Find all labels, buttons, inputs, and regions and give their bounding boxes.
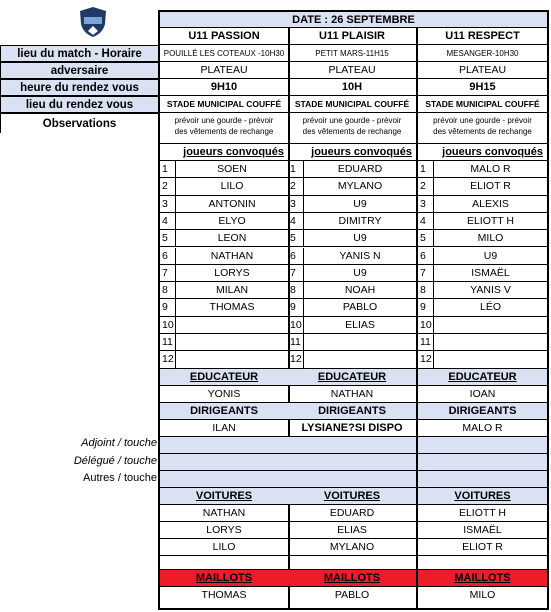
players-header: joueurs convoqués bbox=[160, 144, 288, 161]
label-lieu-match: lieu du match - Horaire bbox=[0, 45, 158, 62]
observations bbox=[160, 113, 288, 144]
player-name: U9 bbox=[483, 249, 498, 262]
player-row bbox=[160, 213, 288, 230]
player-row bbox=[418, 265, 547, 282]
player-name: ELIAS bbox=[345, 318, 375, 331]
player-name: ELIOT R bbox=[470, 180, 511, 193]
player-number: 10 bbox=[418, 317, 434, 333]
player-number: 4 bbox=[160, 213, 176, 229]
delegue-slot bbox=[160, 454, 288, 471]
club-logo bbox=[78, 6, 108, 38]
player-number: 8 bbox=[288, 282, 304, 298]
player-number: 5 bbox=[160, 230, 176, 246]
car-driver: ISMAËL bbox=[418, 522, 547, 539]
meeting-time: 9H15 bbox=[418, 79, 547, 96]
voitures-header: VOITURES bbox=[418, 488, 547, 505]
player-row bbox=[418, 299, 547, 316]
player-row bbox=[160, 282, 288, 299]
spacer-row bbox=[288, 556, 416, 570]
match-location: MESANGER-10H30 bbox=[418, 45, 547, 62]
player-name: U9 bbox=[353, 197, 367, 210]
player-row bbox=[160, 317, 288, 334]
team-name: U11 PLAISIR bbox=[288, 28, 416, 45]
dirigeants-header: DIRIGEANTS bbox=[160, 403, 288, 420]
player-number: 8 bbox=[418, 282, 434, 298]
player-row bbox=[288, 230, 416, 247]
educateur-header: EDUCATEUR bbox=[418, 369, 547, 386]
player-name: MALO R bbox=[470, 163, 511, 175]
dirigeant-name: MALO R bbox=[418, 420, 547, 437]
player-number: 3 bbox=[160, 196, 176, 212]
meeting-place: STADE MUNICIPAL COUFFÉ bbox=[288, 96, 416, 113]
spacer-row bbox=[418, 556, 547, 570]
player-row bbox=[288, 196, 416, 213]
player-row bbox=[160, 248, 288, 265]
player-number: 7 bbox=[160, 265, 176, 281]
maillots-name: PABLO bbox=[334, 588, 370, 601]
player-row bbox=[418, 196, 547, 213]
team-column-3 bbox=[418, 28, 547, 610]
player-name: U9 bbox=[353, 232, 367, 245]
label-adversaire: adversaire bbox=[0, 62, 158, 79]
player-number: 3 bbox=[418, 196, 434, 212]
observation-line-2: des vêtements de rechange bbox=[174, 127, 274, 136]
opponent: PLATEAU bbox=[418, 62, 547, 79]
delegue-slot bbox=[418, 454, 547, 471]
adjoint-slot bbox=[160, 437, 288, 454]
player-row bbox=[160, 178, 288, 195]
match-location: POUILLÉ LES COTEAUX -10H30 bbox=[160, 45, 288, 62]
player-name: ANTONIN bbox=[208, 197, 256, 210]
player-number: 1 bbox=[160, 161, 176, 177]
maillots-header: MAILLOTS bbox=[160, 570, 288, 587]
maillots-name: THOMAS bbox=[201, 588, 247, 601]
player-number: 9 bbox=[160, 299, 176, 315]
player-number: 7 bbox=[418, 265, 434, 281]
team-name: U11 PASSION bbox=[160, 28, 288, 45]
opponent: PLATEAU bbox=[160, 62, 288, 79]
team-column-2 bbox=[288, 28, 418, 610]
autres-slot bbox=[288, 471, 416, 488]
observations bbox=[288, 113, 416, 144]
label-adjoint: Adjoint / touche bbox=[81, 437, 157, 449]
player-row bbox=[288, 161, 416, 178]
convocation-table bbox=[158, 10, 549, 610]
player-number: 4 bbox=[418, 213, 434, 229]
player-number: 10 bbox=[160, 317, 176, 333]
observation-line-2: des vêtements de rechange bbox=[433, 127, 532, 136]
player-number: 11 bbox=[288, 334, 304, 350]
match-location: PETIT MARS-11H15 bbox=[288, 45, 416, 62]
player-number: 1 bbox=[288, 161, 304, 177]
label-delegue: Délégué / touche bbox=[73, 455, 157, 467]
player-number: 9 bbox=[418, 299, 434, 315]
car-driver: EDUARD bbox=[288, 505, 416, 522]
observation-line-2: des vêtements de rechange bbox=[302, 127, 402, 136]
player-name: DIMITRY bbox=[338, 214, 382, 227]
player-number: 11 bbox=[418, 334, 434, 350]
player-name: EDUARD bbox=[337, 163, 383, 175]
autres-slot bbox=[418, 471, 547, 488]
player-number: 7 bbox=[288, 265, 304, 281]
player-number: 2 bbox=[160, 178, 176, 194]
dirigeants-header: DIRIGEANTS bbox=[418, 403, 547, 420]
car-driver: MYLANO bbox=[288, 539, 416, 556]
player-name: YANIS V bbox=[470, 284, 511, 297]
player-row bbox=[160, 196, 288, 213]
player-name: ISMAËL bbox=[471, 266, 510, 279]
player-name: MILAN bbox=[215, 284, 249, 297]
player-row bbox=[160, 230, 288, 247]
player-name: LILO bbox=[220, 180, 244, 193]
label-autres: Autres / touche bbox=[83, 472, 157, 484]
educateur-name: YONIS bbox=[160, 386, 288, 403]
player-row bbox=[160, 334, 288, 351]
player-name: MILO bbox=[477, 232, 504, 245]
dirigeant-name: ILAN bbox=[160, 420, 288, 437]
maillots-header: MAILLOTS bbox=[418, 570, 547, 587]
player-row bbox=[288, 282, 416, 299]
educateur-name: NATHAN bbox=[288, 386, 416, 403]
player-number: 2 bbox=[288, 178, 304, 194]
player-row bbox=[288, 213, 416, 230]
player-name: LORYS bbox=[214, 266, 250, 279]
player-name: ELYO bbox=[218, 214, 246, 227]
player-name: SOEN bbox=[217, 163, 247, 175]
meeting-time: 9H10 bbox=[160, 79, 288, 96]
player-number: 11 bbox=[160, 334, 176, 350]
player-name: ELIOTT H bbox=[466, 214, 515, 227]
player-number: 6 bbox=[160, 248, 176, 264]
player-number: 12 bbox=[160, 351, 176, 367]
player-number: 8 bbox=[160, 282, 176, 298]
player-row bbox=[418, 317, 547, 334]
player-number: 10 bbox=[288, 317, 304, 333]
player-row bbox=[288, 334, 416, 351]
player-name: NATHAN bbox=[210, 249, 254, 262]
observations bbox=[418, 113, 547, 144]
car-driver: ELIOTT H bbox=[418, 505, 547, 522]
car-driver: ELIAS bbox=[288, 522, 416, 539]
label-heure-rdv: heure du rendez vous bbox=[0, 79, 158, 96]
player-number: 2 bbox=[418, 178, 434, 194]
player-name: ALEXIS bbox=[472, 197, 509, 210]
player-number: 12 bbox=[288, 351, 304, 367]
label-observations: Observations bbox=[0, 113, 158, 133]
players-header: joueurs convoqués bbox=[288, 144, 416, 161]
player-row bbox=[288, 248, 416, 265]
player-row bbox=[160, 299, 288, 316]
observation-line-1: prévoir une gourde - prévoir bbox=[433, 116, 532, 125]
car-driver: NATHAN bbox=[160, 505, 288, 522]
player-name: MYLANO bbox=[337, 180, 383, 193]
player-row bbox=[418, 213, 547, 230]
maillots-name: MILO bbox=[469, 588, 496, 601]
player-row bbox=[288, 317, 416, 334]
player-row bbox=[418, 161, 547, 178]
car-driver: ELIOT R bbox=[418, 539, 547, 556]
player-number: 1 bbox=[418, 161, 434, 177]
autres-slot bbox=[160, 471, 288, 488]
adjoint-slot bbox=[418, 437, 547, 454]
meeting-time: 10H bbox=[288, 79, 416, 96]
observation-line-1: prévoir une gourde - prévoir bbox=[302, 116, 402, 125]
player-number: 6 bbox=[418, 248, 434, 264]
player-number: 3 bbox=[288, 196, 304, 212]
player-row bbox=[418, 230, 547, 247]
adjoint-slot bbox=[288, 437, 416, 454]
educateur-name: IOAN bbox=[418, 386, 547, 403]
player-name: NOAH bbox=[344, 284, 376, 297]
player-row bbox=[288, 178, 416, 195]
spacer-row bbox=[160, 556, 288, 570]
player-row bbox=[418, 282, 547, 299]
dirigeants-header: DIRIGEANTS bbox=[288, 403, 416, 420]
player-name: PABLO bbox=[342, 301, 378, 314]
educateur-header: EDUCATEUR bbox=[160, 369, 288, 386]
player-number: 5 bbox=[418, 230, 434, 246]
date-header: DATE : 26 SEPTEMBRE bbox=[160, 12, 547, 28]
player-row bbox=[160, 351, 288, 368]
player-name: LÉO bbox=[479, 301, 501, 314]
observation-line-1: prévoir une gourde - prévoir bbox=[174, 116, 274, 125]
players-header: joueurs convoqués bbox=[418, 144, 547, 161]
dirigeant-name: LYSIANE?SI DISPO bbox=[288, 420, 416, 437]
player-row bbox=[288, 299, 416, 316]
car-driver: LORYS bbox=[160, 522, 288, 539]
player-row bbox=[288, 265, 416, 282]
player-number: 6 bbox=[288, 248, 304, 264]
player-number: 5 bbox=[288, 230, 304, 246]
meeting-place: STADE MUNICIPAL COUFFÉ bbox=[160, 96, 288, 113]
delegue-slot bbox=[288, 454, 416, 471]
label-lieu-rdv: lieu du rendez vous bbox=[0, 96, 158, 113]
player-name: YANIS N bbox=[339, 249, 381, 262]
maillots-header: MAILLOTS bbox=[288, 570, 416, 587]
player-name: U9 bbox=[353, 266, 367, 279]
player-name: THOMAS bbox=[209, 301, 255, 314]
player-name: LEON bbox=[217, 232, 247, 245]
player-number: 9 bbox=[288, 299, 304, 315]
team-column-1 bbox=[160, 28, 290, 610]
player-number: 12 bbox=[418, 351, 434, 367]
meeting-place: STADE MUNICIPAL COUFFÉ bbox=[418, 96, 547, 113]
player-row bbox=[160, 161, 288, 178]
player-row bbox=[418, 334, 547, 351]
player-row bbox=[418, 248, 547, 265]
opponent: PLATEAU bbox=[288, 62, 416, 79]
voitures-header: VOITURES bbox=[288, 488, 416, 505]
player-number: 4 bbox=[288, 213, 304, 229]
team-name: U11 RESPECT bbox=[418, 28, 547, 45]
player-row bbox=[418, 351, 547, 368]
educateur-header: EDUCATEUR bbox=[288, 369, 416, 386]
player-row bbox=[160, 265, 288, 282]
car-driver: LILO bbox=[160, 539, 288, 556]
player-row bbox=[288, 351, 416, 368]
player-row bbox=[418, 178, 547, 195]
voitures-header: VOITURES bbox=[160, 488, 288, 505]
